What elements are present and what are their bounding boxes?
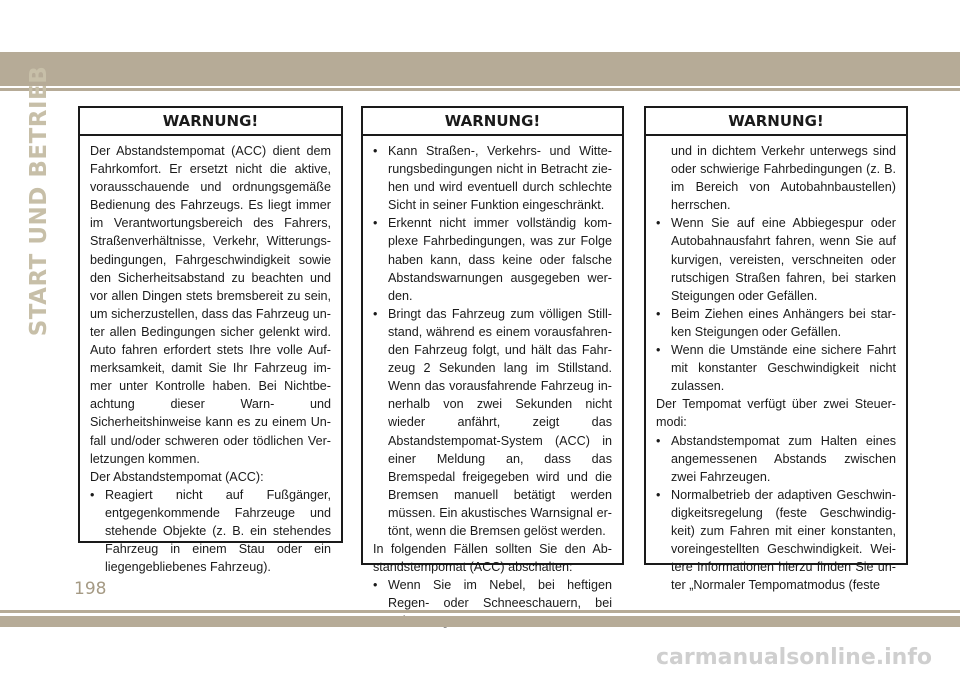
warning-box-2 (361, 106, 624, 611)
warning-body (80, 136, 341, 576)
bullet-list (373, 142, 612, 540)
bullet-list (90, 486, 331, 576)
warning-body (363, 136, 622, 631)
header-rule (0, 88, 960, 91)
bullet-list (656, 142, 896, 395)
footer-band (0, 616, 960, 627)
bullet-item: • Wenn die Umstände eine sichere Fahrt mit konstanter Geschwindigkeit nicht zulassen. (656, 341, 896, 395)
paragraph: Der Abstandstempomat (ACC): (90, 469, 264, 484)
warning-box-1 (78, 106, 343, 575)
footer-rule (0, 610, 960, 613)
warning-body (646, 136, 906, 594)
page-number: 198 (74, 579, 107, 599)
warning-title: WARNUNG! (646, 108, 906, 136)
paragraph: In folgenden Fällen sollten Sie den Abstandstempomat (ACC) abschalten: (373, 542, 612, 575)
warning-title: WARNUNG! (363, 108, 622, 136)
bullet-item: • Erkennt nicht immer vollständig komplexe Fahrbedingungen, was zur Folge haben kann, dass keine oder falsche Abstandswarnungen ausgegeben werden. (373, 214, 612, 304)
header-band (0, 52, 960, 86)
warning-title: WARNUNG! (80, 108, 341, 136)
bullet-item: • Wenn Sie im Nebel, bei heftigen Regen- oder Schneeschauern, bei (373, 576, 612, 630)
bullet-item: • Normalbetrieb der adaptiven Geschwindigkeitsregelung (feste Geschwindigkeit) zum Fahren mit einer konstanten, voreingestellten Geschwindigkeit. Weitere Informationen hierzu finden Sie unter „Normaler Tempomatmodus (feste (656, 486, 896, 595)
paragraph: Der Abstandstempomat (ACC) dient dem Fahrkomfort. Er ersetzt nicht die aktive, vorausschauende und ordnungsgemäße Bedienung des Fahrzeugs. Es liegt immer im Verantwortungsbereich des Fahrers, Straßenverhältnisse, Verkehr, Witterungsbedingungen, Fahrgeschwindigkeit sowie den Sicherheitsabstand zu beachten und vor allen Dingen stets bremsbereit zu sein, um sicherzustellen, dass das Fahrzeug unter allen Bedingungen sicher gelenkt wird. Auto fahren erfordert stets Ihre volle Aufmerksamkeit, damit Sie Ihr Fahrzeug immer unter Kontrolle haben. Bei Nichtbeachtung dieser Warn- und Sicherheitshinweise kann es zu einem Unfall und/oder schweren oder tödlichen Verletzungen kommen. (90, 144, 331, 466)
bullet-item: • Abstandstempomat zum Halten eines angemessenen Abstands zwischen zwei Fahrzeugen. (656, 432, 896, 486)
bullet-item: • Kann Straßen-, Verkehrs- und Witterungsbedingungen nicht in Betracht ziehen und wird eventuell durch schlechte Sicht in seiner Funktion eingeschränkt. (373, 142, 612, 214)
warning-box-3 (644, 106, 908, 593)
bullet-list (656, 432, 896, 595)
section-tab (24, 65, 54, 337)
section-tab-label: START UND BETRIEB (26, 65, 52, 337)
watermark: carmanualsonline.info (656, 645, 932, 670)
bullet-continuation: und in dichtem Verkehr unterwegs sind oder schwierige Fahrbedingungen (z. B. im Bereich von Autobahnbaustellen) herrschen. (671, 144, 896, 213)
paragraph: Der Tempomat verfügt über zwei Steuermodi: (656, 397, 896, 430)
bullet-item: • Beim Ziehen eines Anhängers bei starken Steigungen oder Gefällen. (656, 305, 896, 341)
bullet-item: • Wenn Sie auf eine Abbiegespur oder Autobahnausfahrt fahren, wenn Sie auf kurvigen, vereisten, verschneiten oder rutschigen Straßen fahren, bei starken Steigungen oder Gefällen. (656, 214, 896, 304)
bullet-item: • Reagiert nicht auf Fußgänger, entgegenkommende Fahrzeuge und stehende Objekte (z. B. ein stehendes Fahrzeug in einem Stau oder ein liegengebliebenes Fahrzeug). (90, 486, 331, 576)
bullet-item: • Bringt das Fahrzeug zum völligen Stillstand, während es einem vorausfahrenden Fahrzeug folgt, und hält das Fahrzeug 2 Sekunden lang im Stillstand. Wenn das vorausfahrende Fahrzeug innerhalb von zwei Sekunden nicht wieder anfährt, zeigt das Abstandstempomat-System (ACC) in einer Meldung an, dass das Bremspedal freigegeben wird und die Bremsen manuell betätigt werden müssen. Ein akustisches Warnsignal ertönt, wenn die Bremsen gelöst werden. (373, 305, 612, 540)
